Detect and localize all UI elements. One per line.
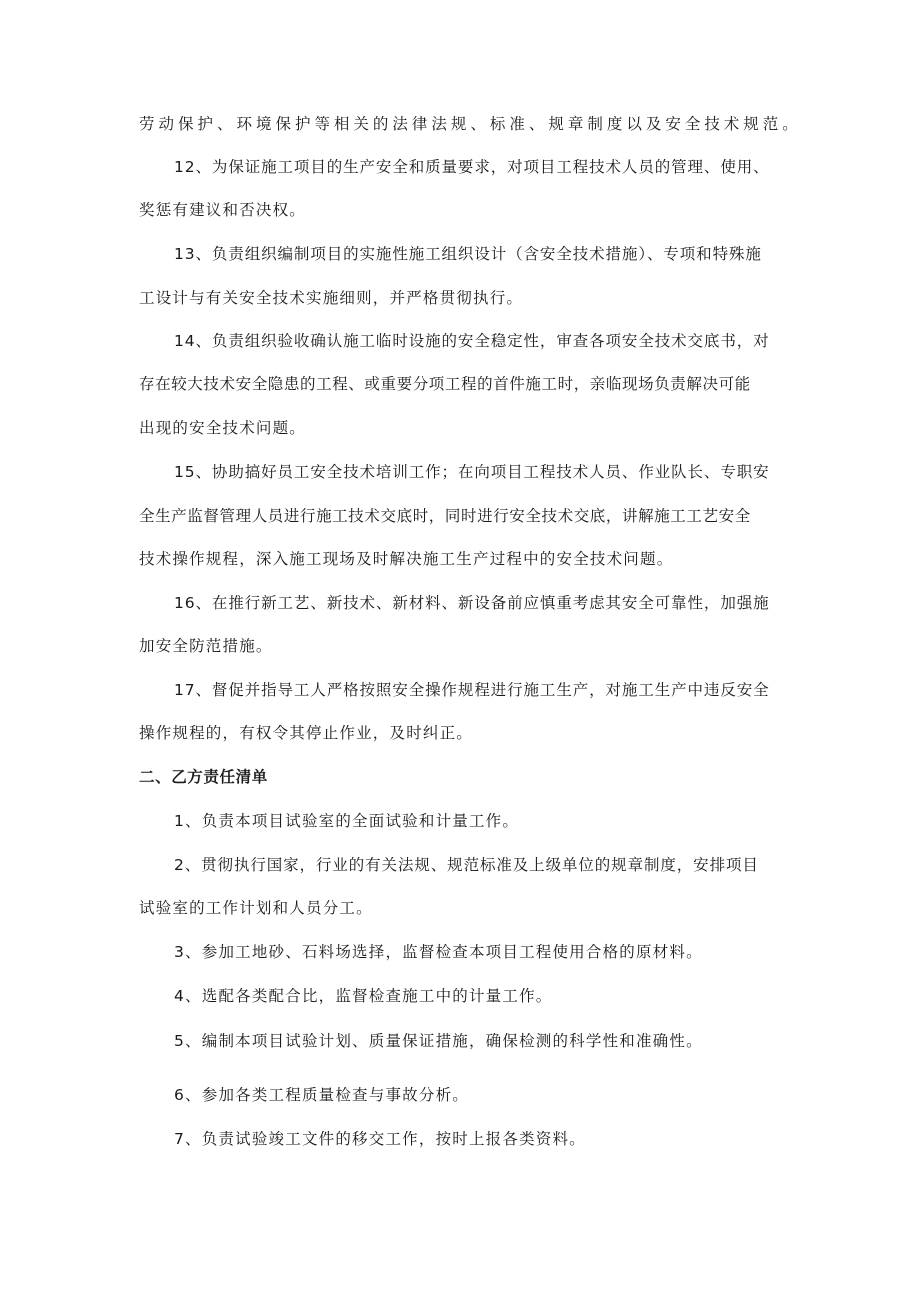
text-line: 17、督促并指导工人严格按照安全操作规程进行施工生产，对施工生产中违反安全 (174, 681, 770, 699)
text-line: 存在较大技术安全隐患的工程、或重要分项工程的首件施工时，亲临现场负责解决可能 (139, 375, 751, 393)
text-line: 15、协助搞好员工安全技术培训工作；在向项目工程技术人员、作业队长、专职安 (174, 463, 770, 481)
text-line: 劳动保护、环境保护等相关的法律法规、标准、规章制度以及安全技术规范。 (139, 115, 799, 133)
section-heading: 二、乙方责任清单 (139, 768, 268, 786)
text-line: 技术操作规程，深入施工现场及时解决施工生产过程中的安全技术问题。 (139, 550, 674, 568)
text-line: 12、为保证施工项目的生产安全和质量要求，对项目工程技术人员的管理、使用、 (174, 158, 770, 176)
text-line: 奖惩有建议和否决权。 (139, 201, 307, 219)
text-line: 5、编制本项目试验计划、质量保证措施，确保检测的科学性和准确性。 (174, 1032, 703, 1050)
text-line: 3、参加工地砂、石料场选择，监督检查本项目工程使用合格的原材料。 (174, 943, 703, 961)
text-line: 工设计与有关安全技术实施细则，并严格贯彻执行。 (139, 289, 524, 307)
text-line: 4、选配各类配合比，监督检查施工中的计量工作。 (174, 987, 553, 1005)
text-line: 加安全防范措施。 (139, 637, 273, 655)
text-line: 试验室的工作计划和人员分工。 (139, 899, 373, 917)
text-line: 6、参加各类工程质量检查与事故分析。 (174, 1086, 469, 1104)
text-line: 出现的安全技术问题。 (139, 419, 307, 437)
text-line: 2、贯彻执行国家，行业的有关法规、规范标准及上级单位的规章制度，安排项目 (174, 856, 759, 874)
text-line: 7、负责试验竣工文件的移交工作，按时上报各类资料。 (174, 1130, 586, 1148)
text-line: 1、负责本项目试验室的全面试验和计量工作。 (174, 812, 520, 830)
text-line: 14、负责组织验收确认施工临时设施的安全稳定性，审查各项安全技术交底书，对 (174, 332, 770, 350)
text-line: 13、负责组织编制项目的实施性施工组织设计（含安全技术措施）、专项和特殊施 (174, 245, 762, 263)
text-line: 操作规程的，有权令其停止作业，及时纠正。 (139, 724, 474, 742)
text-line: 16、在推行新工艺、新技术、新材料、新设备前应慎重考虑其安全可靠性，加强施 (174, 594, 770, 612)
text-line: 全生产监督管理人员进行施工技术交底时，同时进行安全技术交底，讲解施工工艺安全 (139, 507, 751, 525)
